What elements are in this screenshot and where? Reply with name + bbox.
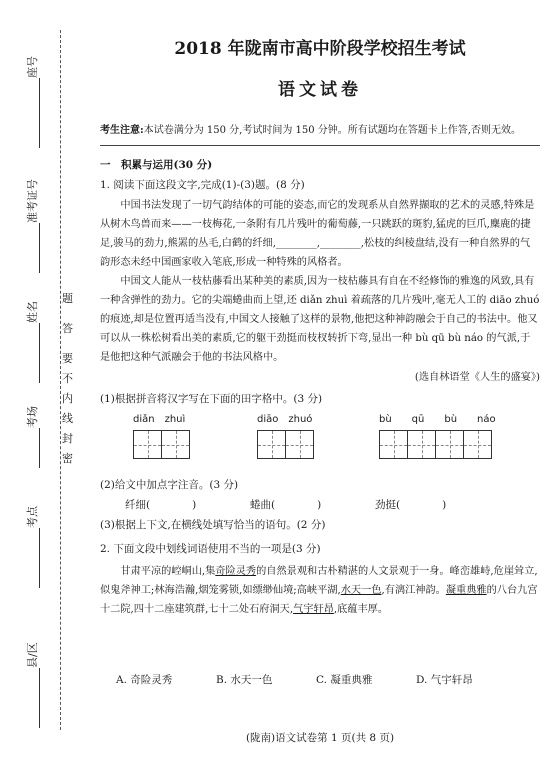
section-heading: 一 积累与运用(30 分) (100, 159, 213, 171)
name-label: 姓名 (26, 301, 39, 323)
tianzige (257, 430, 314, 459)
sub-question-2: (2)给文中加点字注音。(3 分) (100, 479, 239, 491)
underlined-term: 凝重典雅 (445, 585, 487, 596)
county-label: 县/区 (26, 642, 39, 668)
name-field[interactable] (24, 301, 40, 385)
room-label: 考场 (26, 406, 39, 428)
answer-box[interactable] (407, 430, 435, 459)
sub-question-3: (3)根据上下文,在横线处填写恰当的语句。(2 分) (100, 519, 326, 531)
underlined-term: 奇险灵秀 (215, 566, 257, 577)
seal-line (60, 30, 61, 730)
question-1-stem: 1. 阅读下面这段文字,完成(1)-(3)题。(8 分) (100, 179, 305, 191)
answer-box[interactable] (435, 430, 463, 459)
answer-box[interactable] (463, 430, 492, 459)
option-c[interactable]: C. 凝重典雅 (316, 674, 373, 686)
page-footer: (陇南)语文试卷第 1 页(共 8 页) (245, 732, 395, 744)
notice-text: 本试卷满分为 150 分,考试时间为 150 分钟。所有试题均在答题卡上作答,否则无效。 (143, 125, 521, 136)
answer-box[interactable] (257, 430, 285, 459)
underlined-term: 气宇轩昂 (293, 604, 334, 615)
pinyin-label: diāo zhuó (257, 414, 313, 425)
seat-field[interactable] (24, 56, 40, 150)
seal-char: 内 (62, 392, 73, 405)
pronunciation-item[interactable]: 劲挺( ) (375, 499, 447, 511)
question-2-stem: 2. 下面文段中划线词语使用不当的一项是(3 分) (100, 543, 321, 555)
underlined-term: 水天一色 (340, 585, 382, 596)
exam-notice (100, 121, 540, 136)
seat-label: 座号 (26, 56, 39, 78)
seal-char: 封 (62, 432, 73, 445)
option-d[interactable]: D. 气宇轩昂 (416, 674, 473, 686)
passage-source: (选自林语堂《人生的盛宴》) (414, 372, 540, 383)
county-field[interactable] (24, 642, 40, 730)
binding-margin (0, 0, 78, 772)
answer-box[interactable] (285, 430, 314, 459)
pinyin-label: bù qū bù náo (379, 414, 496, 425)
option-b[interactable]: B. 水天一色 (216, 674, 273, 686)
passage-text: 甘肃平凉的崆峒山,集 (120, 566, 216, 577)
answer-options (116, 672, 536, 687)
question-1-passage-p1: 中国书法发现了一切气韵结体的可能的姿态,而它的发现系从自然界撷取的艺术的灵感,特殊是从树木鸟兽而来——一枝梅花,一条附有几片残叶的葡萄藤,一只跳跃的斑豹,猛虎的巨爪,麋鹿的捷足,骏马的劲力,熊罴的丛毛,白鹤的纤细,________,________,松枝的纠棱盘结,没有一种自然界的气韵形态未经中国画家收入笔底,形成一种特殊的风格者。 (100, 200, 535, 268)
seal-char: 密 (62, 452, 73, 465)
exam-title: 2018 年陇南市高中阶段学校招生考试 (174, 39, 466, 59)
pinyin-label: diǎn zhuì (133, 414, 186, 425)
pronunciation-items (125, 496, 540, 515)
tianzige (133, 430, 190, 459)
question-1-passage-p2: 中国文人能从一枝枯藤看出某种美的素质,因为一枝枯藤具有自在不经修饰的雅逸的风致,具有一种含弹性的劲力。它的尖端蜷曲而上望,还 diǎn zhuì 着疏落的几片残叶,毫无人工的 diāo zhuó 的痕迹,却是位置再适当没有,中国文人接触了这样的景物,他把这种神韵融会于自己的书法中。他又可以从一株松树看出美的素质,它的躯干劲挺而枝杈转折下弯,显出一种 bù qū bù náo 的气派,于是他把这种气派融会于他的书法风格中。 (100, 276, 540, 363)
answer-box[interactable] (379, 430, 407, 459)
seal-char: 不 (62, 372, 73, 385)
room-field[interactable] (24, 406, 40, 470)
pronunciation-item[interactable]: 蜷曲( ) (250, 499, 322, 511)
passage-text: ,有漓江神韵。 (381, 585, 446, 596)
pinyin-grid-row (125, 410, 525, 470)
sub-question-1: (1)根据拼音将汉字写在下面的田字格中。(3 分) (100, 393, 323, 405)
seal-char: 答 (62, 322, 73, 335)
passage-text: 的八台九宫十二院,四十二座建筑群,七十二处石府洞天, (100, 585, 538, 615)
divider (100, 145, 540, 146)
tianzige (379, 430, 492, 459)
site-field[interactable] (24, 506, 40, 590)
seal-char: 要 (62, 352, 73, 365)
admission-label: 准考证号 (26, 179, 39, 223)
passage-text: 的自然景观和古朴精湛的人文景观于一身。峰峦雄峙,危崖耸立,似鬼斧神工;林海浩瀚,烟笼雾锁,如缥缈仙境;高峡平湖, (100, 566, 538, 596)
notice-label: 考生注意: (100, 125, 144, 136)
answer-box[interactable] (133, 430, 161, 459)
seal-char: 题 (62, 292, 73, 305)
admission-field[interactable] (24, 179, 40, 275)
option-a[interactable]: A. 奇险灵秀 (116, 674, 173, 686)
answer-box[interactable] (161, 430, 190, 459)
pronunciation-item[interactable]: 纤细( ) (125, 499, 197, 511)
exam-subtitle: 语文试卷 (278, 80, 362, 100)
seal-char: 线 (62, 412, 73, 425)
question-2-passage (100, 562, 540, 619)
site-label: 考点 (26, 506, 39, 528)
passage-text: ,底蕴丰厚。 (333, 604, 389, 615)
